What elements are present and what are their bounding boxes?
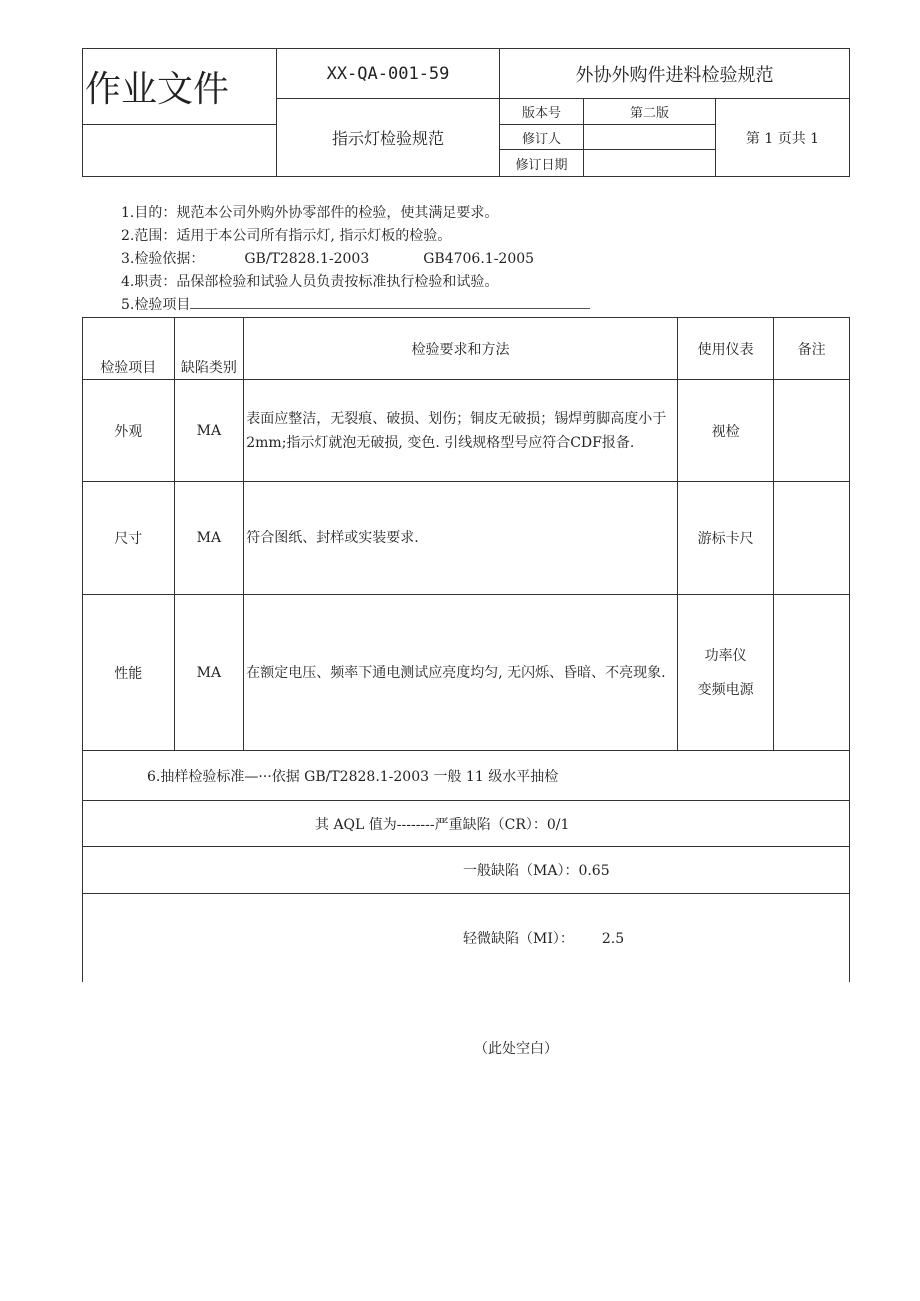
table-header-row xyxy=(83,318,850,380)
intro-scope: 2.范围：适用于本公司所有指示灯, 指示灯板的检验。 xyxy=(121,228,452,244)
row-remark xyxy=(774,380,850,482)
aql-line: 其 AQL 值为--------严重缺陷（CR）：0/1 xyxy=(83,801,850,847)
items-label: 5.检验项目 xyxy=(121,297,191,313)
basis-std-2: GB4706.1-2005 xyxy=(423,251,535,267)
row-item: 性能 xyxy=(83,595,175,751)
th-remark: 备注 xyxy=(774,318,850,380)
th-method: 检验要求和方法 xyxy=(244,318,678,380)
version-label: 版本号 xyxy=(500,99,584,125)
reviser-label: 修订人 xyxy=(500,125,584,150)
instrument-line-1: 功率仪 xyxy=(704,647,747,664)
row-method: 表面应整洁，无裂痕、破损、划伤；铜皮无破损；锡焊剪脚高度小于2mm;指示灯就泡无破损, 变色. 引线规格型号应符合CDF报备. xyxy=(244,380,678,482)
sub-title: 指示灯检验规范 xyxy=(277,99,500,177)
row-item: 尺寸 xyxy=(83,482,175,595)
mi-line xyxy=(83,894,850,982)
sampling-row xyxy=(83,751,850,801)
row-method: 在额定电压、频率下通电测试应亮度均匀, 无闪烁、昏暗、不亮现象. xyxy=(244,595,678,751)
row-instrument: 视检 xyxy=(677,380,774,482)
intro-duty: 4.职责：品保部检验和试验人员负责按标准执行检验和试验。 xyxy=(121,274,499,290)
th-defect: 缺陷类别 xyxy=(174,318,244,380)
doc-kind: 作业文件 xyxy=(83,49,277,125)
page-info: 第 1 页共 1 xyxy=(716,99,850,177)
basis-label: 3.检验依据： xyxy=(121,251,205,267)
aql-row xyxy=(83,801,850,847)
table-row xyxy=(83,380,850,482)
mi-label: 轻微缺陷（MI）： xyxy=(463,931,574,947)
revision-date-value xyxy=(584,150,716,177)
sampling-standard: 6.抽样检验标准—···依据 GB/T2828.1-2003 一般 11 级水平抽检 xyxy=(83,751,850,801)
reviser-value xyxy=(584,125,716,150)
th-item: 检验项目 xyxy=(83,318,175,380)
row-remark xyxy=(774,482,850,595)
ma-line: 一般缺陷（MA）：0.65 xyxy=(83,847,850,894)
row-item: 外观 xyxy=(83,380,175,482)
main-title: 外协外购件进料检验规范 xyxy=(500,49,850,99)
row-defect: MA xyxy=(174,380,244,482)
document-header xyxy=(82,48,850,177)
blank-note: （此处空白） xyxy=(474,1041,558,1057)
instrument-line-2: 变频电源 xyxy=(697,681,754,698)
intro-basis xyxy=(121,248,534,268)
th-instrument: 使用仪表 xyxy=(677,318,774,380)
doc-code: XX-QA-001-59 xyxy=(277,49,500,99)
revision-date-label: 修订日期 xyxy=(500,150,584,177)
row-method: 符合图纸、封样或实装要求. xyxy=(244,482,678,595)
ma-row xyxy=(83,847,850,894)
mi-row xyxy=(83,894,850,982)
mi-value: 2.5 xyxy=(601,931,625,947)
table-row xyxy=(83,482,850,595)
intro-purpose: 1.目的：规范本公司外购外协零部件的检验，使其满足要求。 xyxy=(121,205,499,221)
row-defect: MA xyxy=(174,482,244,595)
row-defect: MA xyxy=(174,595,244,751)
table-row xyxy=(83,595,850,751)
row-remark xyxy=(774,595,850,751)
inspection-table xyxy=(82,317,850,982)
intro-items xyxy=(121,294,590,314)
row-instrument xyxy=(677,595,774,751)
row-instrument: 游标卡尺 xyxy=(677,482,774,595)
basis-std-1: GB/T2828.1-2003 xyxy=(244,251,370,267)
items-underline xyxy=(190,296,590,309)
version-value: 第二版 xyxy=(584,99,716,125)
